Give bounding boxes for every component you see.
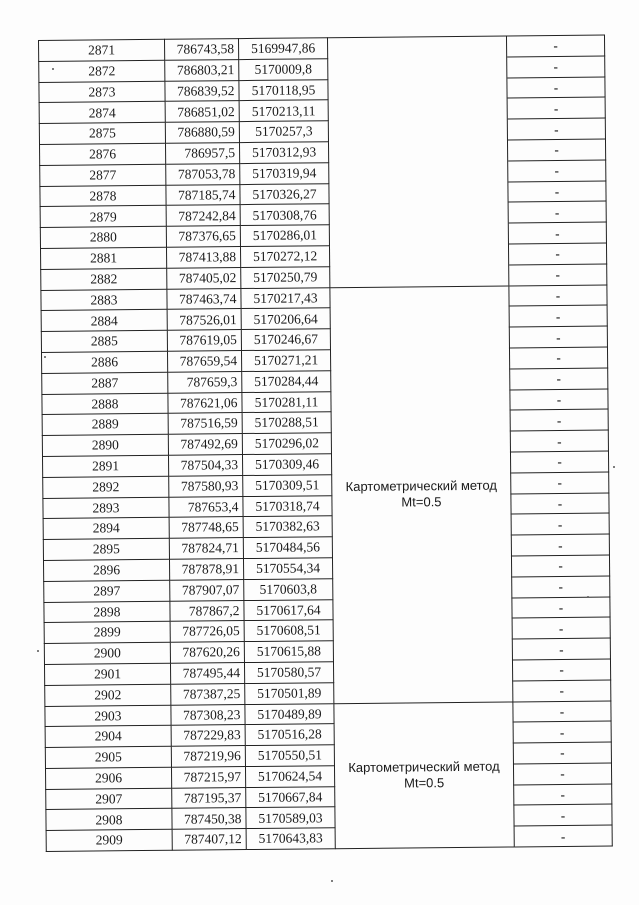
y-coordinate-cell: 5170217,43 [241,287,330,309]
y-coordinate-cell: 5170312,93 [239,142,328,164]
scan-speck [37,650,39,652]
dash-cell: - [511,493,609,515]
method-cell-empty [328,57,507,80]
dash-cell: - [507,118,605,140]
point-number-cell: 2882 [41,268,167,290]
y-coordinate-cell: 5170213,11 [239,100,328,122]
y-coordinate-cell: 5170319,94 [240,162,329,184]
point-number-cell: 2879 [40,206,166,228]
method-accuracy: Mt=0.5 [401,494,442,510]
x-coordinate-cell: 787463,74 [167,288,241,310]
y-coordinate-cell: 5170516,28 [245,724,334,746]
method-accuracy: Mt=0.5 [404,774,445,791]
coordinates-table [38,35,613,852]
point-number-cell: 2901 [44,663,170,685]
x-coordinate-cell: 787219,96 [171,746,245,768]
y-coordinate-cell: 5170554,34 [243,558,332,580]
dash-cell: - [511,472,609,494]
dash-cell: - [514,825,612,847]
x-coordinate-cell: 787878,91 [169,558,243,580]
point-number-cell: 2902 [45,684,171,706]
x-coordinate-cell: 787726,05 [170,621,244,643]
y-coordinate-cell: 5170250,79 [241,266,330,288]
dash-cell: - [512,597,610,619]
y-coordinate-cell: 5170326,27 [240,183,329,205]
dash-cell: - [512,638,610,660]
y-coordinate-cell: 5170484,56 [243,537,332,559]
method-name: Картометрический метод [348,758,500,775]
point-number-cell: 2892 [43,476,169,498]
y-coordinate-cell: 5170318,74 [243,495,332,517]
dash-cell: - [510,409,608,431]
y-coordinate-cell: 5170624,54 [245,766,334,788]
x-coordinate-cell: 787516,59 [168,413,242,435]
dash-cell: - [510,451,608,473]
dash-cell: - [507,97,605,119]
y-coordinate-cell: 5170489,89 [245,703,334,725]
point-number-cell: 2899 [44,622,170,644]
point-number-cell: 2897 [44,580,170,602]
x-coordinate-cell: 787907,07 [170,579,244,601]
point-number-cell: 2893 [43,497,169,519]
dash-cell: - [506,35,604,57]
method-cell [330,286,513,704]
point-number-cell: 2905 [45,746,171,768]
method-cell-empty [329,223,508,246]
x-coordinate-cell: 787413,88 [166,247,240,269]
y-coordinate-cell: 5170501,89 [245,682,334,704]
y-coordinate-cell: 5170286,01 [240,225,329,247]
dash-cell: - [509,264,607,286]
dash-cell: - [511,513,609,535]
method-cell-empty [329,202,508,225]
x-coordinate-cell: 786743,58 [164,39,238,61]
point-number-cell: 2909 [46,830,172,852]
point-number-cell: 2876 [40,143,166,165]
point-number-cell: 2878 [40,185,166,207]
method-cell-empty [329,182,508,205]
y-coordinate-cell: 5170246,67 [241,329,330,351]
point-number-cell: 2872 [39,60,165,82]
point-number-cell: 2877 [40,164,166,186]
point-number-cell: 2875 [39,122,165,144]
dash-cell: - [512,617,610,639]
scan-speck [613,466,615,468]
dash-cell: - [513,680,611,702]
dash-cell: - [512,576,610,598]
method-cell-empty [329,244,508,267]
point-number-cell: 2908 [46,809,172,831]
dash-cell: - [509,347,607,369]
point-number-cell: 2881 [41,247,167,269]
dash-cell: - [513,763,611,785]
y-coordinate-cell: 5170667,84 [246,786,335,808]
dash-cell: - [508,181,606,203]
scan-speck [44,356,46,358]
scan-speck [587,596,589,598]
x-coordinate-cell: 787580,93 [169,475,243,497]
point-number-cell: 2906 [45,767,171,789]
y-coordinate-cell: 5169947,86 [238,38,327,60]
method-cell [334,701,514,848]
x-coordinate-cell: 787215,97 [171,766,245,788]
point-number-cell: 2886 [41,351,167,373]
x-coordinate-cell: 787659,3 [168,371,242,393]
x-coordinate-cell: 787621,06 [168,392,242,414]
dash-cell: - [511,534,609,556]
x-coordinate-cell: 787495,44 [170,662,244,684]
coordinates-sheet [38,35,612,855]
point-number-cell: 2904 [45,726,171,748]
y-coordinate-cell: 5170580,57 [244,662,333,684]
point-number-cell: 2874 [39,102,165,124]
x-coordinate-cell: 787492,69 [168,434,242,456]
point-number-cell: 2900 [44,642,170,664]
point-number-cell: 2890 [42,434,168,456]
point-number-cell: 2871 [39,39,165,61]
y-coordinate-cell: 5170382,63 [243,516,332,538]
y-coordinate-cell: 5170603,8 [244,578,333,600]
coordinates-table-body [39,35,613,851]
y-coordinate-cell: 5170550,51 [245,745,334,767]
dash-cell: - [513,742,611,764]
y-coordinate-cell: 5170257,3 [239,121,328,143]
dash-cell: - [509,305,607,327]
y-coordinate-cell: 5170284,44 [242,370,331,392]
method-cell-empty [329,161,508,184]
x-coordinate-cell: 787242,84 [166,205,240,227]
x-coordinate-cell: 787526,01 [167,309,241,331]
dash-cell: - [513,721,611,743]
x-coordinate-cell: 787053,78 [166,163,240,185]
y-coordinate-cell: 5170615,88 [244,641,333,663]
dash-cell: - [510,389,608,411]
x-coordinate-cell: 787619,05 [167,330,241,352]
x-coordinate-cell: 787229,83 [171,725,245,747]
y-coordinate-cell: 5170296,02 [242,433,331,455]
point-number-cell: 2898 [44,601,170,623]
y-coordinate-cell: 5170643,83 [246,828,335,850]
dash-cell: - [513,701,611,723]
x-coordinate-cell: 786957,5 [165,143,239,165]
method-cell-empty [328,78,507,101]
x-coordinate-cell: 787748,65 [169,517,243,539]
dash-cell: - [507,139,605,161]
point-number-cell: 2883 [41,289,167,311]
x-coordinate-cell: 787407,12 [172,829,246,851]
x-coordinate-cell: 787185,74 [166,184,240,206]
y-coordinate-cell: 5170281,11 [242,391,331,413]
y-coordinate-cell: 5170272,12 [240,246,329,268]
x-coordinate-cell: 787195,37 [172,787,246,809]
x-coordinate-cell: 787504,33 [168,454,242,476]
x-coordinate-cell: 787659,54 [167,351,241,373]
y-coordinate-cell: 5170617,64 [244,599,333,621]
point-number-cell: 2884 [41,310,167,332]
point-number-cell: 2895 [43,538,169,560]
y-coordinate-cell: 5170271,21 [241,350,330,372]
x-coordinate-cell: 786839,52 [165,80,239,102]
dash-cell: - [508,160,606,182]
x-coordinate-cell: 787867,2 [170,600,244,622]
method-cell-empty [328,140,507,163]
dash-cell: - [508,201,606,223]
x-coordinate-cell: 786880,59 [165,122,239,144]
point-number-cell: 2891 [42,455,168,477]
y-coordinate-cell: 5170589,03 [246,807,335,829]
y-coordinate-cell: 5170009,8 [239,59,328,81]
x-coordinate-cell: 786851,02 [165,101,239,123]
y-coordinate-cell: 5170308,76 [240,204,329,226]
dash-cell: - [507,77,605,99]
dash-cell: - [511,555,609,577]
method-name: Картометрический метод [345,477,498,494]
point-number-cell: 2873 [39,81,165,103]
dash-cell: - [514,805,612,827]
dash-cell: - [510,368,608,390]
method-cell-empty [328,119,507,142]
point-number-cell: 2887 [42,372,168,394]
method-cell-empty [327,36,506,59]
dash-cell: - [508,243,606,265]
y-coordinate-cell: 5170309,46 [242,454,331,476]
x-coordinate-cell: 787308,23 [171,704,245,726]
point-number-cell: 2907 [46,788,172,810]
x-coordinate-cell: 787376,65 [166,226,240,248]
x-coordinate-cell: 787620,26 [170,642,244,664]
dash-cell: - [509,285,607,307]
y-coordinate-cell: 5170608,51 [244,620,333,642]
dash-cell: - [512,659,610,681]
method-cell-empty [328,98,507,121]
x-coordinate-cell: 787450,38 [172,808,246,830]
x-coordinate-cell: 787405,02 [167,267,241,289]
table-row [46,825,612,851]
scan-speck [52,68,54,70]
x-coordinate-cell: 787824,71 [169,538,243,560]
y-coordinate-cell: 5170206,64 [241,308,330,330]
dash-cell: - [514,784,612,806]
dash-cell: - [509,326,607,348]
x-coordinate-cell: 787653,4 [169,496,243,518]
point-number-cell: 2889 [42,414,168,436]
y-coordinate-cell: 5170118,95 [239,79,328,101]
point-number-cell: 2903 [45,705,171,727]
dash-cell: - [508,222,606,244]
y-coordinate-cell: 5170309,51 [243,474,332,496]
scan-speck [331,880,333,882]
x-coordinate-cell: 786803,21 [165,59,239,81]
x-coordinate-cell: 787387,25 [171,683,245,705]
point-number-cell: 2896 [43,559,169,581]
dash-cell: - [507,56,605,78]
point-number-cell: 2880 [40,226,166,248]
point-number-cell: 2894 [43,518,169,540]
y-coordinate-cell: 5170288,51 [242,412,331,434]
dash-cell: - [510,430,608,452]
point-number-cell: 2888 [42,393,168,415]
point-number-cell: 2885 [41,330,167,352]
method-cell-empty [330,265,509,288]
